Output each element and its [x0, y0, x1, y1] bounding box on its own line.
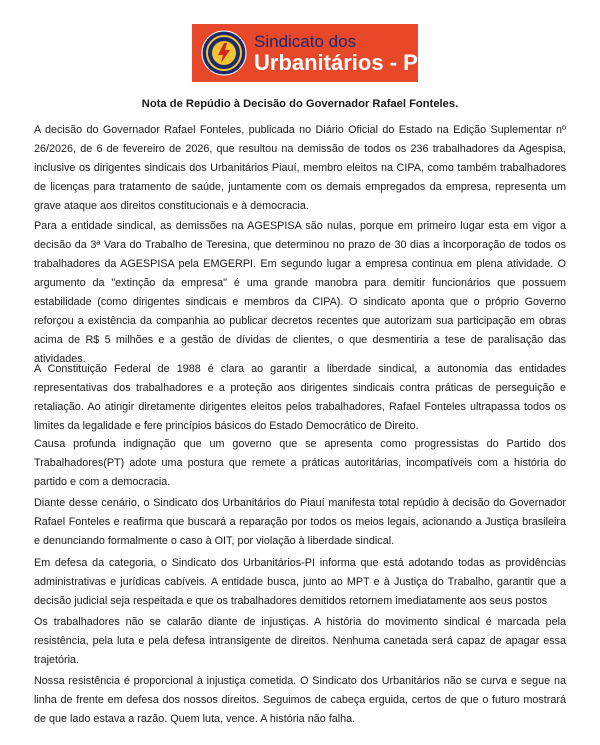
union-logo [192, 24, 424, 82]
paragraph-2: Para a entidade sindical, as demissões na AGESPISA são nulas, porque em primeiro lugar esta em vigor a decisão da 3ª Vara do Trabalho de Teresina, que determinou no prazo de 30 dias a incorporação de todos os trabalhadores da AGESPISA pela EMGERPI. Em segundo lugar a empresa continua em plena atividade. O argumento da "extinção da empresa" é uma grande manobra para demitir funcionários que possuem estabilidade (como dirigentes sindicais e membros da CIPA). O sindicato aponta que o próprio Governo reforçou a existência da companhia ao publicar decretos recentes que autorizam sua participação em obras acima de R$ 5 milhões e a gestão de dívidas de clientes, o que desmentiria a tese de paralisação das atividades. [34, 220, 566, 365]
paragraph-8: Nossa resistência é proporcional à injustiça cometida. O Sindicato dos Urbanitários não se curva e segue na linha de frente em defesa dos nossos direitos. Seguimos de cabeça erguida, certos de que o futuro mostrará de que lado estava a razão. Quem luta, vence. A história não falha. [34, 675, 566, 725]
logo-line-1: Sindicato dos [254, 31, 357, 51]
paragraph-4: Causa profunda indignação que um governo que se apresenta como progressistas do Partido dos Trabalhadores(PT) adote uma postura que remete a práticas autoritárias, incompatíveis com a história do partido e com a democracia. [34, 438, 566, 488]
paragraph-5: Diante desse cenário, o Sindicato dos Urbanitários do Piauí manifesta total repúdio à decisão do Governador Rafael Fonteles e reafirma que buscará a reparação por todos os meios legais, acionando a Justiça brasileira e denunciando formalmente o caso à OIT, por violação à liberdade sindical. [34, 497, 566, 547]
paragraph-3: A Constituição Federal de 1988 é clara ao garantir a liberdade sindical, a autonomia das entidades representativas dos trabalhadores e a proteção aos dirigentes sindicais contra práticas de perseguição e retaliação. Ao atingir diretamente dirigentes eleitos pelos trabalhadores, Rafael Fonteles ultrapassa todos os limites da legalidade e fere princípios básicos do Estado Democrático de Direito. [34, 363, 566, 432]
document-title: Nota de Repúdio à Decisão do Governador Rafael Fonteles. [141, 98, 459, 110]
logo-line-2: Urbanitários - PI [254, 49, 424, 75]
logo-text [254, 33, 424, 74]
paragraph-7: Os trabalhadores não se calarão diante de injustiças. A história do movimento sindical é marcada pela resistência, pela luta e pela defesa intransigente de direitos. Nenhuma canetada será capaz de apagar essa trajetória. [34, 616, 566, 666]
paragraph-6: Em defesa da categoria, o Sindicato dos Urbanitários-PI informa que está adotando todas as providências administrativas e jurídicas cabíveis. A entidade busca, junto ao MPT e à Justiça do Trabalho, garantir que a decisão judicial seja respeitada e que os trabalhadores demitidos retornem imediatamente aos seus postos [34, 557, 566, 607]
paragraph-1: A decisão do Governador Rafael Fonteles, publicada no Diário Oficial do Estado na Edição Suplementar nº 26/2026, de 6 de fevereiro de 2026, que resultou na demissão de todos os 236 trabalhadores da Agespisa, inclusive os dirigentes sindicais dos Urbanitários Piauí, membro eleitos na CIPA, como também trabalhadores de licenças para tratamento de saúde, juntamente com os demais empregados da empresa, representa um grave ataque aos direitos constitucionais e à democracia. [34, 124, 566, 212]
union-emblem-icon [200, 29, 248, 77]
